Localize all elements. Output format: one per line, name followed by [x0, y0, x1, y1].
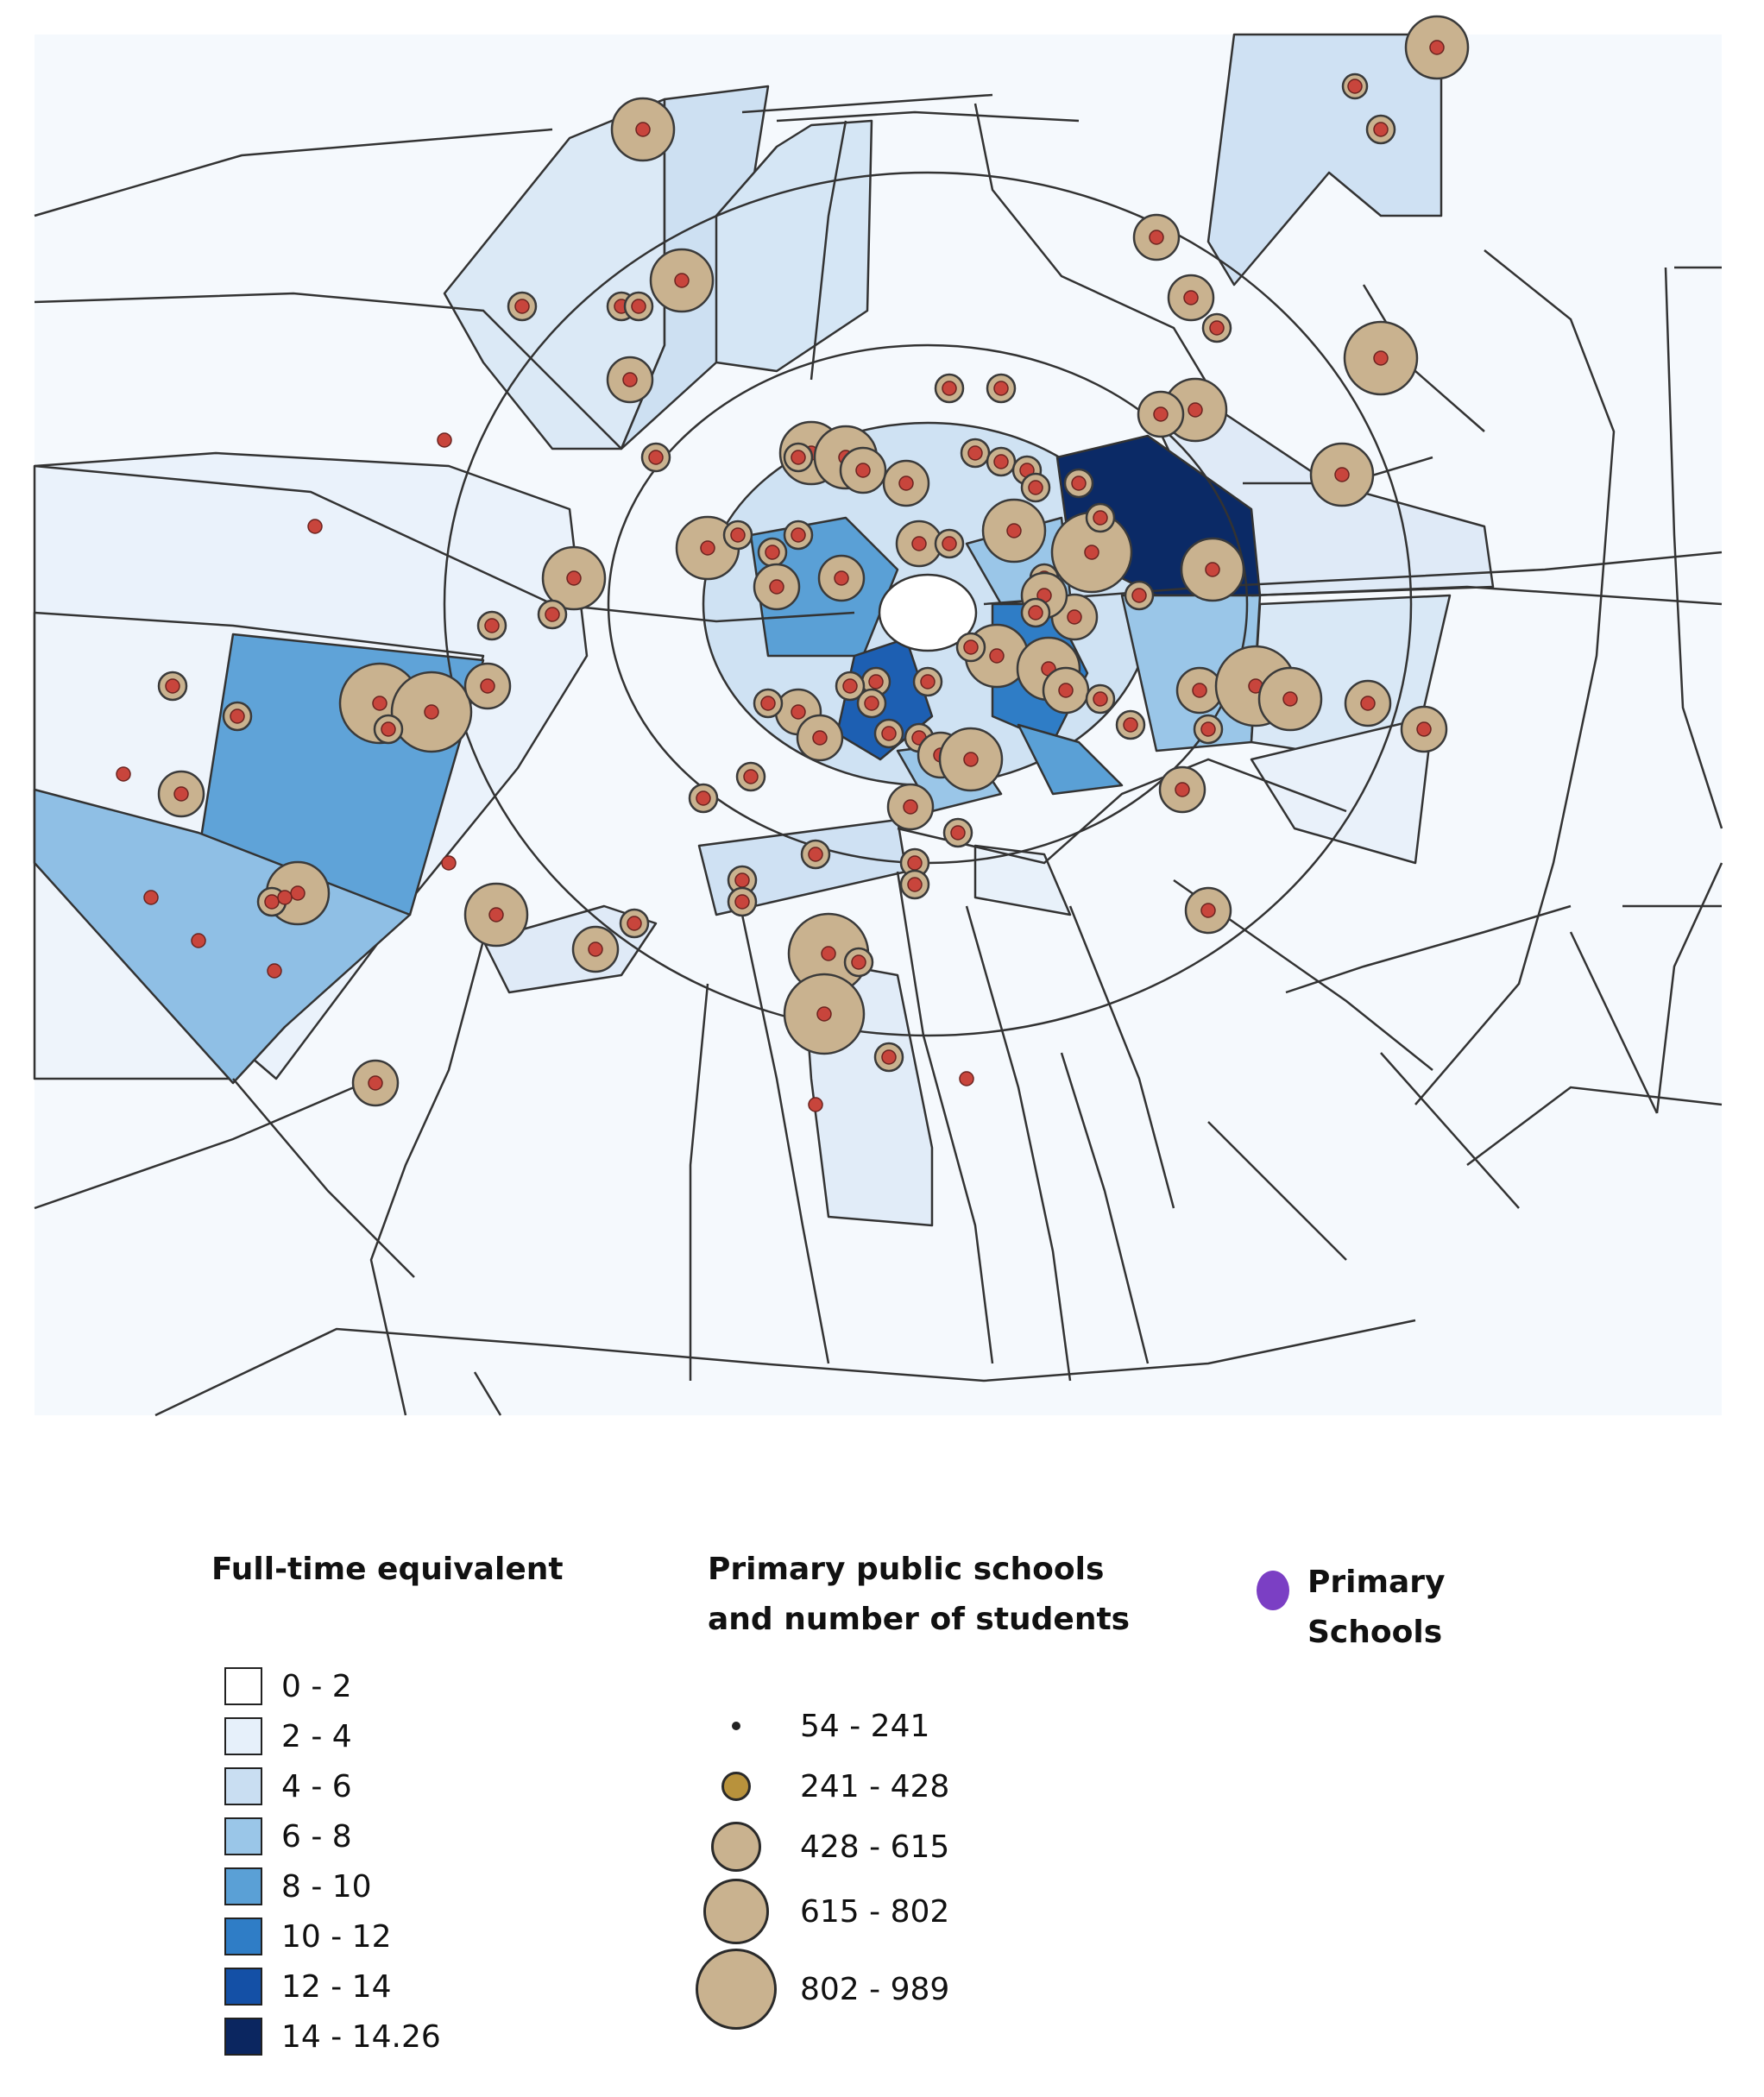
students-legend-label: 54 - 241 — [800, 1708, 930, 1744]
students-legend-title-line2: and number of students — [708, 1602, 1131, 1637]
primary-school-point — [791, 450, 805, 464]
students-legend-label: 241 - 428 — [800, 1768, 950, 1804]
primary-school-point — [265, 895, 279, 909]
primary-school-point — [230, 709, 244, 723]
primary-school-point — [1124, 718, 1137, 732]
fte-swatch — [224, 1717, 262, 1755]
primary-school-point — [1175, 783, 1189, 797]
fte-swatch — [224, 1867, 262, 1905]
primary-school-point — [481, 679, 495, 693]
primary-school-point — [166, 679, 180, 693]
primary-school-point — [1193, 683, 1206, 697]
primary-school-point — [964, 753, 978, 766]
primary-school-point — [835, 571, 848, 585]
primary-school-point — [192, 934, 205, 948]
fte-legend-item — [224, 2012, 441, 2062]
primary-school-point — [744, 770, 758, 784]
primary-school-point — [627, 916, 641, 930]
fte-swatch — [224, 2018, 262, 2056]
primary-school-point — [278, 891, 292, 904]
primary-school-point — [1059, 683, 1073, 697]
primary-school-point — [373, 696, 387, 710]
primary-school-point — [1210, 321, 1224, 335]
primary-school-point — [1283, 692, 1297, 706]
primary-school-point — [942, 537, 956, 551]
student-size-symbol — [711, 1822, 761, 1872]
primary-school-point — [791, 528, 805, 542]
primary-school-point — [1072, 476, 1086, 490]
primary-school-point — [882, 1050, 896, 1064]
fte-legend-label: 8 - 10 — [281, 1868, 372, 1905]
student-size-symbol — [703, 1879, 769, 1944]
fte-legend-label: 10 - 12 — [281, 1918, 392, 1955]
primary-school-point — [1029, 481, 1043, 494]
fte-legend-label: 2 - 4 — [281, 1718, 352, 1754]
fte-legend-item — [224, 1962, 392, 2012]
fte-legend-label: 14 - 14.26 — [281, 2018, 441, 2055]
primary-school-point — [865, 696, 879, 710]
primary-school-point — [822, 947, 835, 960]
primary-school-point — [735, 873, 749, 887]
primary-school-point — [425, 705, 438, 719]
primary-school-point — [731, 528, 745, 542]
students-legend-label: 428 - 615 — [800, 1829, 950, 1865]
primary-school-point — [899, 476, 913, 490]
primary-school-point — [442, 856, 456, 870]
primary-school-point — [381, 722, 395, 736]
primary-school-point — [791, 705, 805, 719]
primary-school-point — [675, 274, 689, 287]
primary-school-point — [809, 1098, 822, 1111]
fte-swatch — [224, 1667, 262, 1705]
primary-school-point — [968, 446, 982, 460]
primary-school-point — [1201, 722, 1215, 736]
primary-school-point — [1068, 610, 1081, 624]
primary-school-point — [268, 964, 281, 978]
primary-school-point — [921, 675, 935, 689]
primary-school-point — [852, 955, 866, 969]
primary-school-point — [869, 675, 883, 689]
primary-school-point — [856, 463, 870, 477]
primary-school-point — [1417, 722, 1431, 736]
student-size-symbol — [721, 1772, 751, 1801]
primary-school-point — [761, 696, 775, 710]
primary-school-point — [1374, 123, 1388, 136]
primary-school-point — [912, 537, 926, 551]
primary-school-point — [964, 640, 978, 654]
primary-school-point — [908, 856, 922, 870]
student-size-symbol — [696, 1949, 777, 2030]
fte-legend-item — [224, 1911, 392, 1962]
primary-school-point — [1361, 696, 1375, 710]
primary-school-point — [1029, 606, 1043, 620]
fte-legend-label: 4 - 6 — [281, 1768, 352, 1804]
fte-swatch — [224, 1767, 262, 1805]
fte-legend-item — [224, 1711, 352, 1761]
primary-school-point — [1132, 589, 1146, 602]
primary-school-point — [908, 878, 922, 891]
primary-school-point — [489, 908, 503, 922]
fte-legend-item — [224, 1761, 352, 1811]
primary-school-point — [960, 1072, 973, 1086]
primary-school-point — [291, 886, 305, 900]
primary-school-point — [770, 580, 784, 594]
primary-school-point — [308, 520, 322, 533]
students-legend-item — [695, 1946, 949, 2032]
fte-legend-item — [224, 1811, 352, 1861]
students-legend-title-line1: Primary public schools — [708, 1552, 1105, 1587]
primary-school-point — [813, 731, 827, 745]
fte-legend-label: 12 - 14 — [281, 1968, 392, 2005]
primary-school-point — [843, 679, 857, 693]
primary-school-point — [817, 1007, 831, 1021]
student-size-symbol — [732, 1722, 740, 1730]
primary-school-point — [765, 545, 779, 559]
primary-school-point — [1206, 563, 1219, 576]
primary-school-point — [485, 619, 499, 633]
primary-school-point — [1335, 468, 1349, 482]
primary-school-point — [438, 433, 451, 447]
primary-school-point — [623, 373, 637, 387]
primary-school-point — [1348, 79, 1362, 93]
primary-school-point — [994, 455, 1008, 469]
primary-school-point — [174, 787, 188, 801]
primary-school-point — [545, 608, 559, 621]
primary-school-point — [735, 895, 749, 909]
primary-school-point — [144, 891, 158, 904]
primary-school-point — [1374, 351, 1388, 365]
fte-swatch — [224, 1968, 262, 2006]
fte-legend-title: Full-time equivalent — [211, 1552, 564, 1587]
primary-school-point — [567, 571, 581, 585]
primary-school-point — [369, 1076, 382, 1090]
primary-school-point — [1085, 545, 1099, 559]
fte-legend-item — [224, 1861, 372, 1911]
primary-school-point — [882, 727, 896, 740]
fte-legend-label: 6 - 8 — [281, 1818, 352, 1855]
primary-school-point — [589, 942, 602, 956]
students-legend-item — [695, 1868, 949, 1955]
primary-school-point — [1093, 692, 1107, 706]
primary-school-point — [904, 800, 917, 814]
primary-school-point — [649, 450, 663, 464]
primary-school-point — [696, 791, 710, 805]
primary-school-point — [809, 847, 822, 861]
fte-legend-label: 0 - 2 — [281, 1668, 352, 1704]
primary-school-point — [1093, 511, 1107, 525]
primary-school-point — [701, 541, 715, 555]
primary-school-point — [990, 649, 1004, 663]
primary-school-point — [1430, 41, 1444, 54]
primary-schools-label-line2: Schools — [1307, 1615, 1443, 1650]
primary-school-point — [951, 826, 965, 840]
fte-swatch — [224, 1918, 262, 1955]
primary-school-point — [117, 767, 130, 781]
primary-school-point — [515, 299, 529, 313]
primary-school-point — [636, 123, 650, 136]
primary-school-point — [1184, 291, 1198, 305]
primary-school-point — [942, 381, 956, 395]
primary-schools-label-line1: Primary — [1307, 1565, 1446, 1600]
primary-school-point — [994, 381, 1008, 395]
primary-school-point — [1154, 407, 1168, 421]
students-legend-label: 802 - 989 — [800, 1971, 950, 2007]
primary-schools-marker — [1257, 1571, 1289, 1610]
primary-school-point — [1188, 403, 1202, 417]
students-legend-label: 615 - 802 — [800, 1893, 950, 1930]
primary-school-point — [1007, 524, 1021, 538]
fte-swatch — [224, 1817, 262, 1855]
primary-school-point — [1201, 904, 1215, 917]
primary-school-point — [1150, 230, 1163, 244]
fte-legend-item — [224, 1661, 352, 1711]
primary-school-point — [632, 299, 646, 313]
